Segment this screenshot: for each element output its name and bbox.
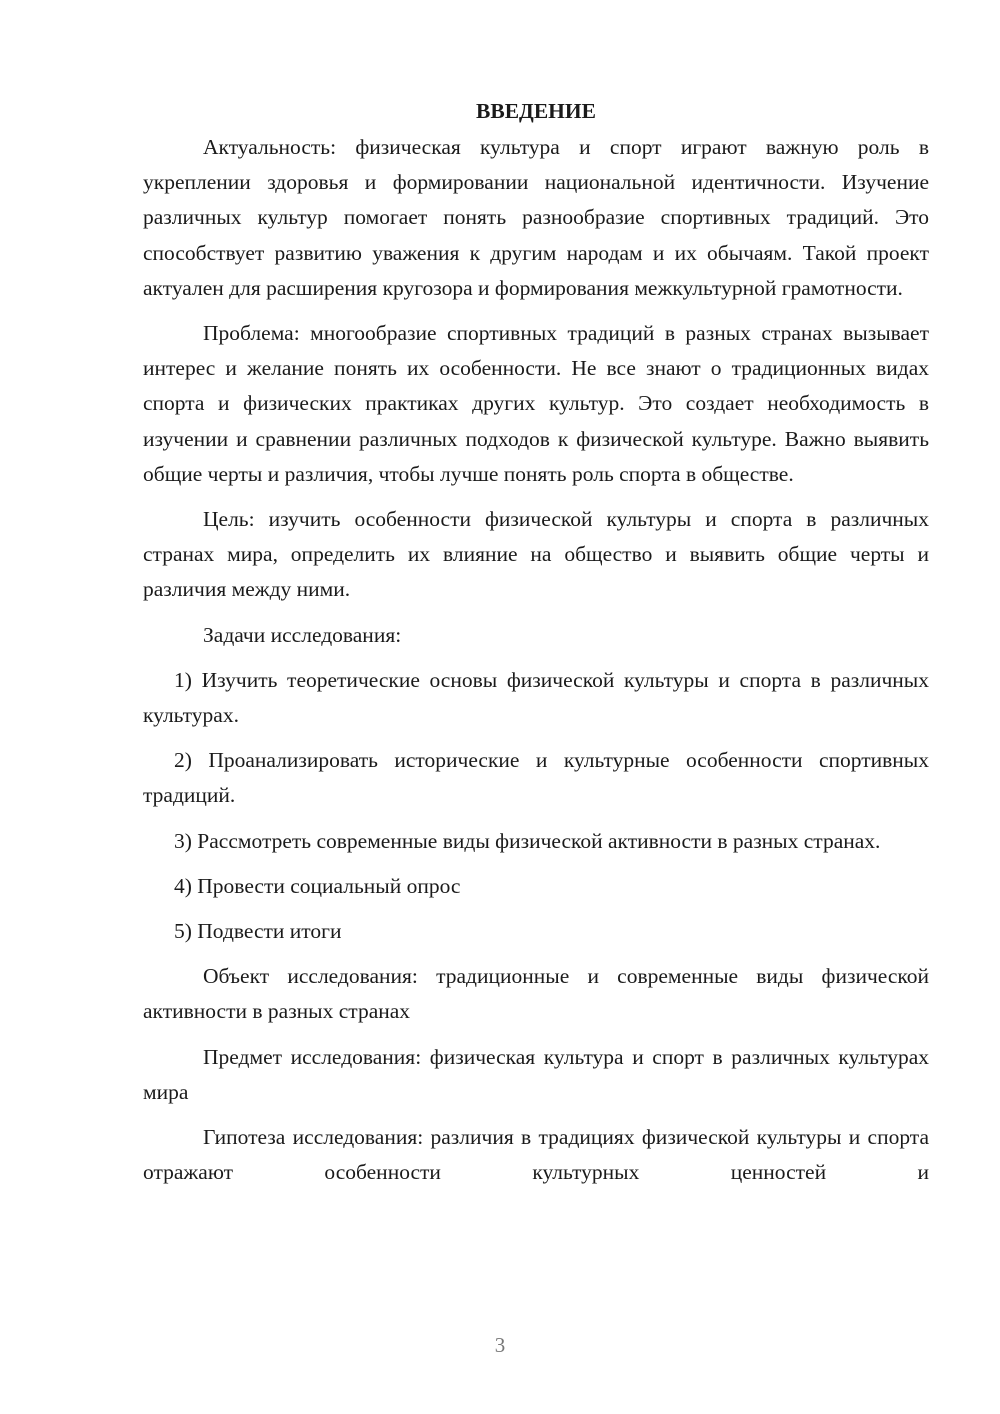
task-item-2: 2) Проанализировать исторические и культурные особенности спортивных традиций. <box>143 748 929 808</box>
problem-paragraph: Проблема: многообразие спортивных традиций в разных странах вызывает интерес и желание понять их особенности. Не все знают о традиционных видах спорта и физических практиках других культур. Это создает необходимость в изучении и сравнении различных подходов к физической культуре. Важно выявить общие черты и различия, чтобы лучше понять роль спорта в обществе. <box>143 321 929 486</box>
research-subject-paragraph: Предмет исследования: физическая культура и спорт в различных культурах мира <box>143 1044 929 1104</box>
document-page <box>143 92 929 1190</box>
goal-paragraph: Цель: изучить особенности физической культуры и спорта в различных странах мира, определить их влияние на общество и выявить общие черты и различия между ними. <box>143 507 929 602</box>
task-item-5: 5) Подвести итоги <box>174 919 342 944</box>
task-item-3: 3) Рассмотреть современные виды физической активности в разных странах. <box>174 828 881 853</box>
task-item-4: 4) Провести социальный опрос <box>174 873 461 898</box>
relevance-paragraph: Актуальность: физическая культура и спорт играют важную роль в укреплении здоровья и формировании национальной идентичности. Изучение различных культур помогает понять разнообразие спортивных традиций. Это способствует развитию уважения к другим народам и их обычаям. Такой проект актуален для расширения кругозора и формирования межкультурной грамотности. <box>143 135 929 300</box>
tasks-heading: Задачи исследования: <box>203 622 402 647</box>
document-title: ВВЕДЕНИЕ <box>476 99 596 123</box>
task-item-1: 1) Изучить теоретические основы физической культуры и спорта в различных культурах. <box>143 667 929 728</box>
hypothesis-paragraph: Гипотеза исследования: различия в традициях физической культуры и спорта отражают особенности культурных ценностей и <box>143 1125 929 1185</box>
page-number: 3 <box>494 1333 506 1357</box>
research-object-paragraph: Объект исследования: традиционные и современные виды физической активности в разных странах <box>143 964 929 1024</box>
